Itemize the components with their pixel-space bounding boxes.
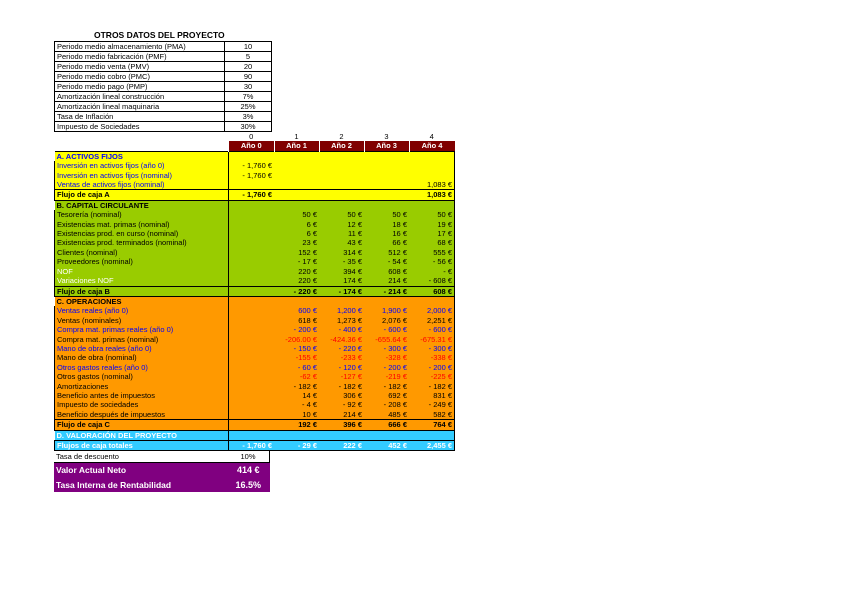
otros-label: Periodo medio fabricación (PMF) [55, 52, 225, 62]
value-cell: 214 € [319, 410, 364, 420]
value-cell: 18 € [364, 220, 409, 229]
value-cell: 600 € [274, 306, 319, 315]
value-cell [229, 151, 275, 161]
value-cell: -127 € [319, 372, 364, 381]
value-cell: 764 € [409, 420, 455, 430]
value-cell: - 54 € [364, 257, 409, 266]
value-cell: 222 € [319, 441, 364, 451]
value-cell: 50 € [364, 210, 409, 219]
value-cell: - 35 € [319, 257, 364, 266]
value-cell: 1,273 € [319, 316, 364, 325]
otros-value: 3% [225, 112, 272, 122]
value-cell [229, 210, 275, 219]
value-cell: - 214 € [364, 286, 409, 296]
valuation-summary [54, 451, 270, 492]
row-label: Mano de obra (nominal) [55, 353, 229, 362]
otros-value: 25% [225, 102, 272, 112]
value-cell [409, 161, 455, 170]
row-label: Flujos de caja totales [55, 441, 229, 451]
value-cell: - 182 € [274, 382, 319, 391]
data-row [55, 171, 455, 180]
value-cell [229, 430, 275, 440]
value-cell [229, 372, 275, 381]
otros-row [55, 82, 272, 92]
value-cell: - 182 € [409, 382, 455, 391]
value-cell: 43 € [319, 238, 364, 247]
otros-row [55, 72, 272, 82]
value-cell [229, 410, 275, 420]
data-row [55, 335, 455, 344]
otros-label: Periodo medio cobro (PMC) [55, 72, 225, 82]
otros-label: Impuesto de Sociedades [55, 122, 225, 132]
value-cell: 192 € [274, 420, 319, 430]
value-cell: 6 € [274, 229, 319, 238]
value-cell: - 1,760 € [229, 161, 275, 170]
period-index: 2 [339, 132, 344, 141]
value-cell: 214 € [364, 276, 409, 286]
data-row [55, 391, 455, 400]
row-label: Clientes (nominal) [55, 248, 229, 257]
value-cell: - 60 € [274, 363, 319, 372]
value-cell: 66 € [364, 238, 409, 247]
tasa-value: 10% [227, 451, 270, 463]
value-cell: - 600 € [364, 325, 409, 334]
value-cell [229, 180, 275, 190]
value-cell: 1,083 € [409, 190, 455, 200]
otros-row [55, 112, 272, 122]
otros-value: 7% [225, 92, 272, 102]
value-cell [229, 382, 275, 391]
row-label: Ventas de activos fijos (nominal) [55, 180, 229, 190]
value-cell: 608 € [409, 286, 455, 296]
value-cell [409, 151, 455, 161]
value-cell: - 17 € [274, 257, 319, 266]
value-cell: 23 € [274, 238, 319, 247]
value-cell: 220 € [274, 267, 319, 276]
value-cell [274, 151, 319, 161]
data-row [55, 151, 455, 161]
cash-flow-table [54, 132, 455, 451]
data-row [55, 316, 455, 325]
row-label: Impuesto de sociedades [55, 400, 229, 409]
value-cell: - € [409, 267, 455, 276]
van-row [54, 463, 270, 478]
value-cell: - 56 € [409, 257, 455, 266]
value-cell [229, 335, 275, 344]
value-cell [229, 325, 275, 334]
otros-label: Periodo medio almacenamiento (PMA) [55, 42, 225, 52]
row-label: Existencias prod. en curso (nominal) [55, 229, 229, 238]
value-cell: 1,200 € [319, 306, 364, 315]
value-cell: 608 € [364, 267, 409, 276]
value-cell: - 200 € [364, 363, 409, 372]
value-cell: - 182 € [319, 382, 364, 391]
data-row [55, 363, 455, 372]
value-cell: -424.36 € [319, 335, 364, 344]
row-label: Flujo de caja B [55, 286, 229, 296]
value-cell: 2,076 € [364, 316, 409, 325]
value-cell: - 208 € [364, 400, 409, 409]
value-cell: - 220 € [319, 344, 364, 353]
otros-row [55, 62, 272, 72]
value-cell: 396 € [319, 420, 364, 430]
value-cell [319, 171, 364, 180]
value-cell [364, 161, 409, 170]
value-cell [409, 296, 455, 306]
value-cell: 12 € [319, 220, 364, 229]
value-cell: 6 € [274, 220, 319, 229]
value-cell: 692 € [364, 391, 409, 400]
value-cell: - 29 € [274, 441, 319, 451]
value-cell: 2,000 € [409, 306, 455, 315]
otros-label: Periodo medio venta (PMV) [55, 62, 225, 72]
value-cell: 1,900 € [364, 306, 409, 315]
van-value: 414 € [227, 463, 270, 478]
value-cell: - 150 € [274, 344, 319, 353]
otros-label: Amortización lineal construcción [55, 92, 225, 102]
row-label: NOF [55, 267, 229, 276]
value-cell: -233 € [319, 353, 364, 362]
year-header: Año 0 [229, 141, 275, 151]
row-label: Flujo de caja A [55, 190, 229, 200]
row-label: Variaciones NOF [55, 276, 229, 286]
value-cell [409, 171, 455, 180]
year-header: Año 1 [274, 141, 319, 151]
value-cell [274, 200, 319, 210]
otros-row [55, 92, 272, 102]
value-cell [229, 306, 275, 315]
value-cell [229, 229, 275, 238]
value-cell: 485 € [364, 410, 409, 420]
otros-value: 5 [225, 52, 272, 62]
data-row [55, 238, 455, 247]
value-cell: 452 € [364, 441, 409, 451]
value-cell [229, 286, 275, 296]
data-row [55, 267, 455, 276]
period-index-row [55, 132, 455, 141]
otros-datos-title: OTROS DATOS DEL PROYECTO [94, 30, 225, 40]
value-cell: - 1,760 € [229, 190, 275, 200]
value-cell [364, 430, 409, 440]
data-row [55, 248, 455, 257]
value-cell [364, 200, 409, 210]
period-index: 4 [429, 132, 434, 141]
row-label: Inversión en activos fijos (nominal) [55, 171, 229, 180]
value-cell: 152 € [274, 248, 319, 257]
value-cell [319, 180, 364, 190]
value-cell: 618 € [274, 316, 319, 325]
row-label: C. OPERACIONES [55, 296, 229, 306]
row-label: Existencias mat. primas (nominal) [55, 220, 229, 229]
value-cell: -338 € [409, 353, 455, 362]
value-cell [274, 430, 319, 440]
value-cell [229, 257, 275, 266]
value-cell [229, 363, 275, 372]
row-label: Inversión en activos fijos (año 0) [55, 161, 229, 170]
data-row [55, 353, 455, 362]
data-row [55, 306, 455, 315]
data-row [55, 296, 455, 306]
data-row [55, 430, 455, 440]
value-cell: 1,083 € [409, 180, 455, 190]
period-index: 3 [384, 132, 389, 141]
value-cell [229, 220, 275, 229]
period-index: 1 [294, 132, 299, 141]
value-cell: - 400 € [319, 325, 364, 334]
tasa-label: Tasa de descuento [54, 451, 227, 463]
value-cell: - 1,760 € [229, 171, 275, 180]
row-label: Ventas (nominales) [55, 316, 229, 325]
data-row [55, 410, 455, 420]
value-cell [229, 200, 275, 210]
row-label: Mano de obra reales (año 0) [55, 344, 229, 353]
value-cell: 831 € [409, 391, 455, 400]
value-cell: 11 € [319, 229, 364, 238]
value-cell: 220 € [274, 276, 319, 286]
data-row [55, 344, 455, 353]
value-cell: 10 € [274, 410, 319, 420]
row-label: Ventas reales (año 0) [55, 306, 229, 315]
otros-value: 30% [225, 122, 272, 132]
value-cell [364, 296, 409, 306]
year-header: Año 4 [409, 141, 455, 151]
value-cell [229, 391, 275, 400]
tir-row [54, 477, 270, 492]
value-cell: 306 € [319, 391, 364, 400]
value-cell: 19 € [409, 220, 455, 229]
value-cell [229, 316, 275, 325]
value-cell [229, 267, 275, 276]
value-cell [409, 430, 455, 440]
otros-value: 10 [225, 42, 272, 52]
row-label: Flujo de caja C [55, 420, 229, 430]
value-cell: -62 € [274, 372, 319, 381]
value-cell [229, 248, 275, 257]
data-row [55, 276, 455, 286]
data-row [55, 210, 455, 219]
row-label: Amortizaciones [55, 382, 229, 391]
otros-row [55, 42, 272, 52]
value-cell: - 182 € [364, 382, 409, 391]
row-label: Compra mat. primas reales (año 0) [55, 325, 229, 334]
value-cell: 555 € [409, 248, 455, 257]
value-cell [364, 180, 409, 190]
value-cell: - 1,760 € [229, 441, 275, 451]
data-row [55, 382, 455, 391]
value-cell [319, 296, 364, 306]
value-cell [409, 200, 455, 210]
value-cell [319, 430, 364, 440]
value-cell: 50 € [274, 210, 319, 219]
value-cell: 666 € [364, 420, 409, 430]
otros-label: Tasa de Inflación [55, 112, 225, 122]
value-cell: 50 € [409, 210, 455, 219]
value-cell: -155 € [274, 353, 319, 362]
tasa-row [54, 451, 270, 463]
data-row [55, 190, 455, 200]
value-cell [319, 161, 364, 170]
data-row [55, 229, 455, 238]
value-cell: - 249 € [409, 400, 455, 409]
otros-value: 20 [225, 62, 272, 72]
van-label: Valor Actual Neto [54, 463, 227, 478]
value-cell: - 120 € [319, 363, 364, 372]
row-label: Beneficio antes de impuestos [55, 391, 229, 400]
row-label: Compra mat. primas (nominal) [55, 335, 229, 344]
data-row [55, 325, 455, 334]
value-cell [229, 353, 275, 362]
value-cell: -655.64 € [364, 335, 409, 344]
value-cell [319, 151, 364, 161]
data-row [55, 286, 455, 296]
value-cell: - 600 € [409, 325, 455, 334]
data-row [55, 400, 455, 409]
value-cell [274, 296, 319, 306]
value-cell: -328 € [364, 353, 409, 362]
data-row [55, 180, 455, 190]
row-label: Existencias prod. terminados (nominal) [55, 238, 229, 247]
value-cell: - 220 € [274, 286, 319, 296]
value-cell: 174 € [319, 276, 364, 286]
spreadsheet [54, 30, 464, 492]
value-cell [364, 151, 409, 161]
value-cell: - 300 € [364, 344, 409, 353]
value-cell: 394 € [319, 267, 364, 276]
row-label: Otros gastos reales (año 0) [55, 363, 229, 372]
row-label: Otros gastos (nominal) [55, 372, 229, 381]
value-cell: 512 € [364, 248, 409, 257]
value-cell [229, 238, 275, 247]
value-cell: -675.31 € [409, 335, 455, 344]
period-index: 0 [249, 132, 254, 141]
year-header: Año 3 [364, 141, 409, 151]
value-cell: 314 € [319, 248, 364, 257]
value-cell: 68 € [409, 238, 455, 247]
row-label: D. VALORACIÓN DEL PROYECTO [55, 430, 229, 440]
otros-value: 30 [225, 82, 272, 92]
value-cell [319, 200, 364, 210]
row-label: B. CAPITAL CIRCULANTE [55, 200, 229, 210]
otros-datos-table [54, 41, 272, 132]
value-cell: - 300 € [409, 344, 455, 353]
value-cell: 16 € [364, 229, 409, 238]
tir-label: Tasa Interna de Rentabilidad [54, 477, 227, 492]
value-cell [364, 171, 409, 180]
row-label: Tesorería (nominal) [55, 210, 229, 219]
otros-label: Periodo medio pago (PMP) [55, 82, 225, 92]
row-label: Beneficio después de impuestos [55, 410, 229, 420]
data-row [55, 161, 455, 170]
data-row [55, 200, 455, 210]
otros-label: Amortización lineal maquinaria [55, 102, 225, 112]
otros-row [55, 52, 272, 62]
otros-row [55, 102, 272, 112]
empty-cell [55, 141, 229, 151]
value-cell: 2,455 € [409, 441, 455, 451]
year-header-row [55, 141, 455, 151]
value-cell: - 200 € [409, 363, 455, 372]
value-cell: -225 € [409, 372, 455, 381]
value-cell [274, 190, 319, 200]
data-row [55, 441, 455, 451]
row-label: A. ACTIVOS FIJOS [55, 151, 229, 161]
tir-value: 16.5% [227, 477, 270, 492]
value-cell: - 92 € [319, 400, 364, 409]
otros-row [55, 122, 272, 132]
value-cell: 17 € [409, 229, 455, 238]
value-cell [319, 190, 364, 200]
value-cell [229, 296, 275, 306]
value-cell: -219 € [364, 372, 409, 381]
data-row [55, 420, 455, 430]
empty-cell [55, 132, 229, 141]
value-cell: -206.00 € [274, 335, 319, 344]
value-cell [229, 420, 275, 430]
value-cell [229, 344, 275, 353]
value-cell [364, 190, 409, 200]
value-cell [229, 400, 275, 409]
data-row [55, 220, 455, 229]
value-cell [274, 171, 319, 180]
value-cell [229, 276, 275, 286]
value-cell: 50 € [319, 210, 364, 219]
data-row [55, 257, 455, 266]
value-cell: - 174 € [319, 286, 364, 296]
data-row [55, 372, 455, 381]
value-cell: 14 € [274, 391, 319, 400]
value-cell [274, 180, 319, 190]
value-cell: - 4 € [274, 400, 319, 409]
year-header: Año 2 [319, 141, 364, 151]
value-cell: - 200 € [274, 325, 319, 334]
otros-value: 90 [225, 72, 272, 82]
row-label: Proveedores (nominal) [55, 257, 229, 266]
value-cell: - 608 € [409, 276, 455, 286]
value-cell [274, 161, 319, 170]
value-cell: 2,251 € [409, 316, 455, 325]
value-cell: 582 € [409, 410, 455, 420]
